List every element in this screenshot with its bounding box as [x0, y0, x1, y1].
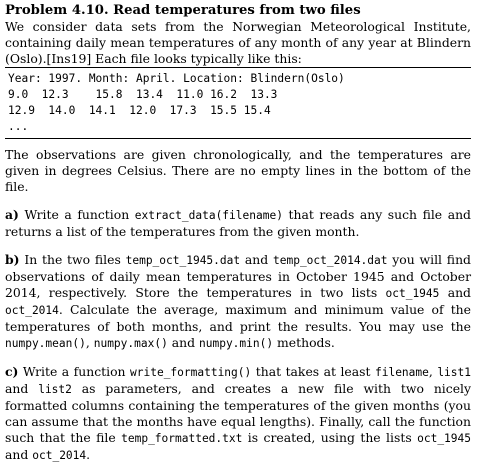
code-file-2014: temp_oct_2014.dat	[273, 254, 388, 267]
part-b-text: In the two files	[19, 252, 126, 267]
part-b-text: and	[439, 285, 471, 300]
part-a-text: that reads any such file and returns a list of the temperatures from the given month.	[5, 207, 471, 239]
part-b-paragraph	[5, 252, 471, 352]
code-numpy-min: numpy.min()	[199, 337, 274, 350]
part-c-text: and	[5, 381, 39, 396]
code-write-formatting: write_formatting()	[130, 366, 252, 379]
part-c-text: .	[86, 447, 91, 462]
document-page	[0, 3, 471, 462]
part-b-text: . Calculate the average, maximum and minimum value of the temperatures of both months, and print the results. You may use the	[5, 302, 471, 334]
part-c-text: that takes at least	[251, 364, 375, 379]
part-c-paragraph	[5, 364, 471, 464]
intro-paragraph: We consider data sets from the Norwegian Meteorological Institute, containing daily mean temperatures of any month of any year at Blindern (Oslo).[Ins19] Each file looks typically like this:	[5, 19, 471, 66]
part-c-text: and	[5, 447, 33, 462]
code-filename: filename	[374, 366, 429, 379]
problem-number: Problem 4.10.	[5, 3, 109, 18]
problem-heading	[5, 3, 471, 19]
code-oct-1945: oct_1945	[417, 432, 471, 445]
part-a-label: a)	[5, 207, 19, 222]
part-c-text: is created, using the lists	[242, 430, 418, 445]
part-c-label: c)	[5, 364, 19, 379]
observations-paragraph: The observations are given chronologically, and the temperatures are given in degrees Celsius. There are no empty lines in the bottom of the file.	[5, 147, 471, 194]
part-b-text: ,	[85, 335, 94, 350]
code-list1: list1	[437, 366, 471, 379]
code-file-1945: temp_oct_1945.dat	[125, 254, 241, 267]
part-a-paragraph	[5, 207, 471, 240]
part-b-label: b)	[5, 252, 20, 267]
code-top-rule	[5, 67, 471, 68]
code-extract-data: extract_data(filename)	[134, 209, 283, 222]
part-b-text: methods.	[273, 335, 335, 350]
problem-title: Read temperatures from two files	[113, 3, 361, 18]
code-oct-2014: oct_2014	[32, 449, 87, 462]
part-a-text: Write a function	[18, 207, 135, 222]
part-b-text: and	[167, 335, 199, 350]
code-oct-2014: oct_2014	[5, 304, 59, 317]
code-temp-formatted: temp_formatted.txt	[121, 432, 243, 445]
part-b-text: and	[240, 252, 273, 267]
file-example-line: ...	[8, 120, 29, 133]
file-example-line: 9.0 12.3 15.8 13.4 11.0 16.2 13.3	[8, 88, 278, 101]
file-example-line: Year: 1997. Month: April. Location: Blindern(Oslo)	[8, 72, 345, 85]
code-list2: list2	[38, 383, 72, 396]
part-c-text: Write a function	[18, 364, 131, 379]
file-example-line: 12.9 14.0 14.1 12.0 17.3 15.5 15.4	[8, 104, 271, 117]
part-b-text: you will find observations of daily mean temperatures in October 1945 and October 2014, respectively. Store the temperatures in two lists	[5, 252, 471, 300]
part-c-text: as parameters, and creates a new file with two nicely formatted columns containing the temperatures of the given months (you can assume that the months have equal lengths). Finally, call the function such that the file	[5, 381, 471, 445]
code-numpy-mean: numpy.mean()	[5, 337, 86, 350]
code-numpy-max: numpy.max()	[93, 337, 168, 350]
code-oct-1945: oct_1945	[385, 287, 440, 300]
part-c-text: ,	[428, 364, 438, 379]
file-example-block	[8, 71, 471, 135]
